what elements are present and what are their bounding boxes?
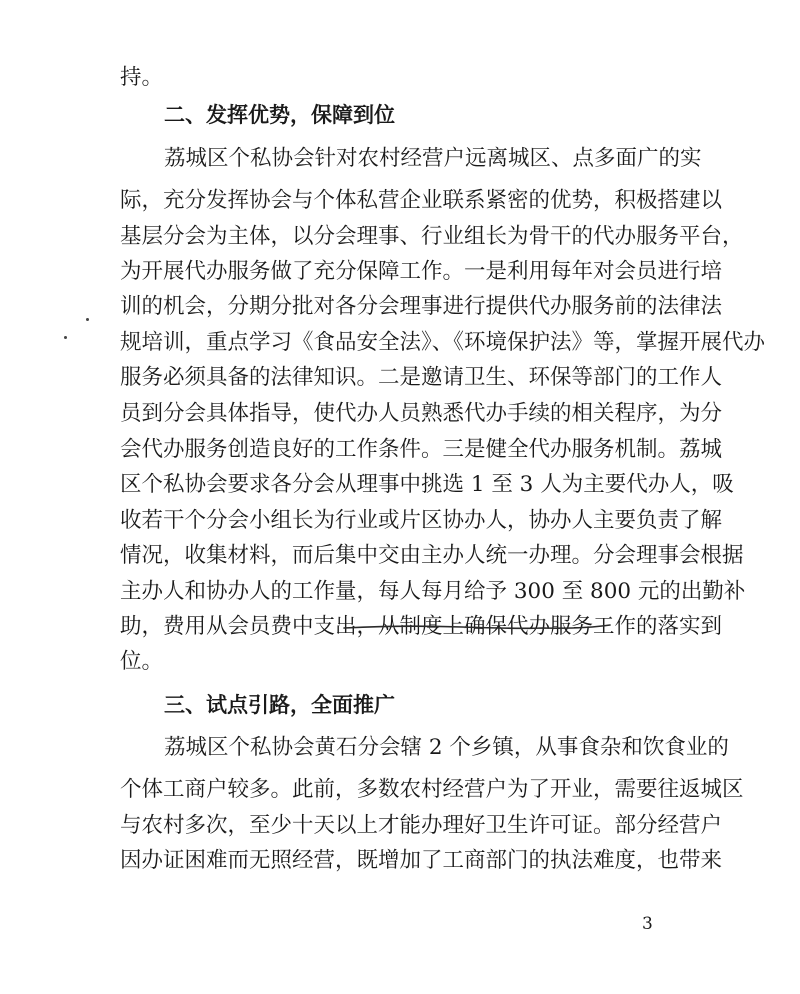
text-line: 情况，收集材料，而后集中交由主办人统一办理。分会理事会根据 xyxy=(120,543,744,568)
section-heading-3: 三、试点引路，全面推广 xyxy=(164,693,395,717)
text-line: 持。 xyxy=(120,65,164,90)
text-line: 荔城区个私协会黄石分会辖 2 个乡镇，从事食杂和饮食业的 xyxy=(164,735,729,760)
text-line: 因办证困难而无照经营，既增加了工商部门的执法难度，也带来 xyxy=(120,848,723,873)
text-line: 个体工商户较多。此前，多数农村经营户为了开业，需要往返城区 xyxy=(120,777,744,802)
text-line: 基层分会为主体，以分会理事、行业组长为骨干的代办服务平台， xyxy=(120,224,744,249)
section-heading-2: 二、发挥优势，保障到位 xyxy=(164,103,395,127)
text-line: 区个私协会要求各分会从理事中挑选 1 至 3 人为主要代办人，吸 xyxy=(120,472,734,497)
scan-speck xyxy=(86,318,89,321)
text-line: 规培训，重点学习《食品安全法》、《环境保护法》等，掌握开展代办 xyxy=(120,330,766,355)
page-number: 3 xyxy=(642,914,653,934)
text-line: 员到分会具体指导，使代办人员熟悉代办手续的相关程序，为分 xyxy=(120,401,723,426)
text-line: 主办人和协办人的工作量，每人每月给予 300 至 800 元的出勤补 xyxy=(120,579,746,604)
text-line: 会代办服务创造良好的工作条件。三是健全代办服务机制。荔城 xyxy=(120,437,723,462)
text-line: 训的机会，分期分批对各分会理事进行提供代办服务前的法律法 xyxy=(120,294,723,319)
text-line: 服务必须具备的法律知识。二是邀请卫生、环保等部门的工作人 xyxy=(120,365,723,390)
text-line: 际，充分发挥协会与个体私营企业联系紧密的优势，积极搭建以 xyxy=(120,188,723,213)
text-line: 与农村多次，至少十天以上才能办理好卫生许可证。部分经营户 xyxy=(120,813,723,838)
text-line: 位。 xyxy=(120,649,164,674)
text-line: 收若干个分会小组长为行业或片区协办人，协办人主要负责了解 xyxy=(120,508,723,533)
text-line: 助，费用从会员费中支出，从制度上确保代办服务工作的落实到 xyxy=(120,614,723,639)
scan-speck xyxy=(64,336,67,339)
text-line: 荔城区个私协会针对农村经营户远离城区、点多面广的实 xyxy=(164,146,702,171)
handwritten-underline xyxy=(342,620,614,634)
text-line: 为开展代办服务做了充分保障工作。一是利用每年对会员进行培 xyxy=(120,259,723,284)
